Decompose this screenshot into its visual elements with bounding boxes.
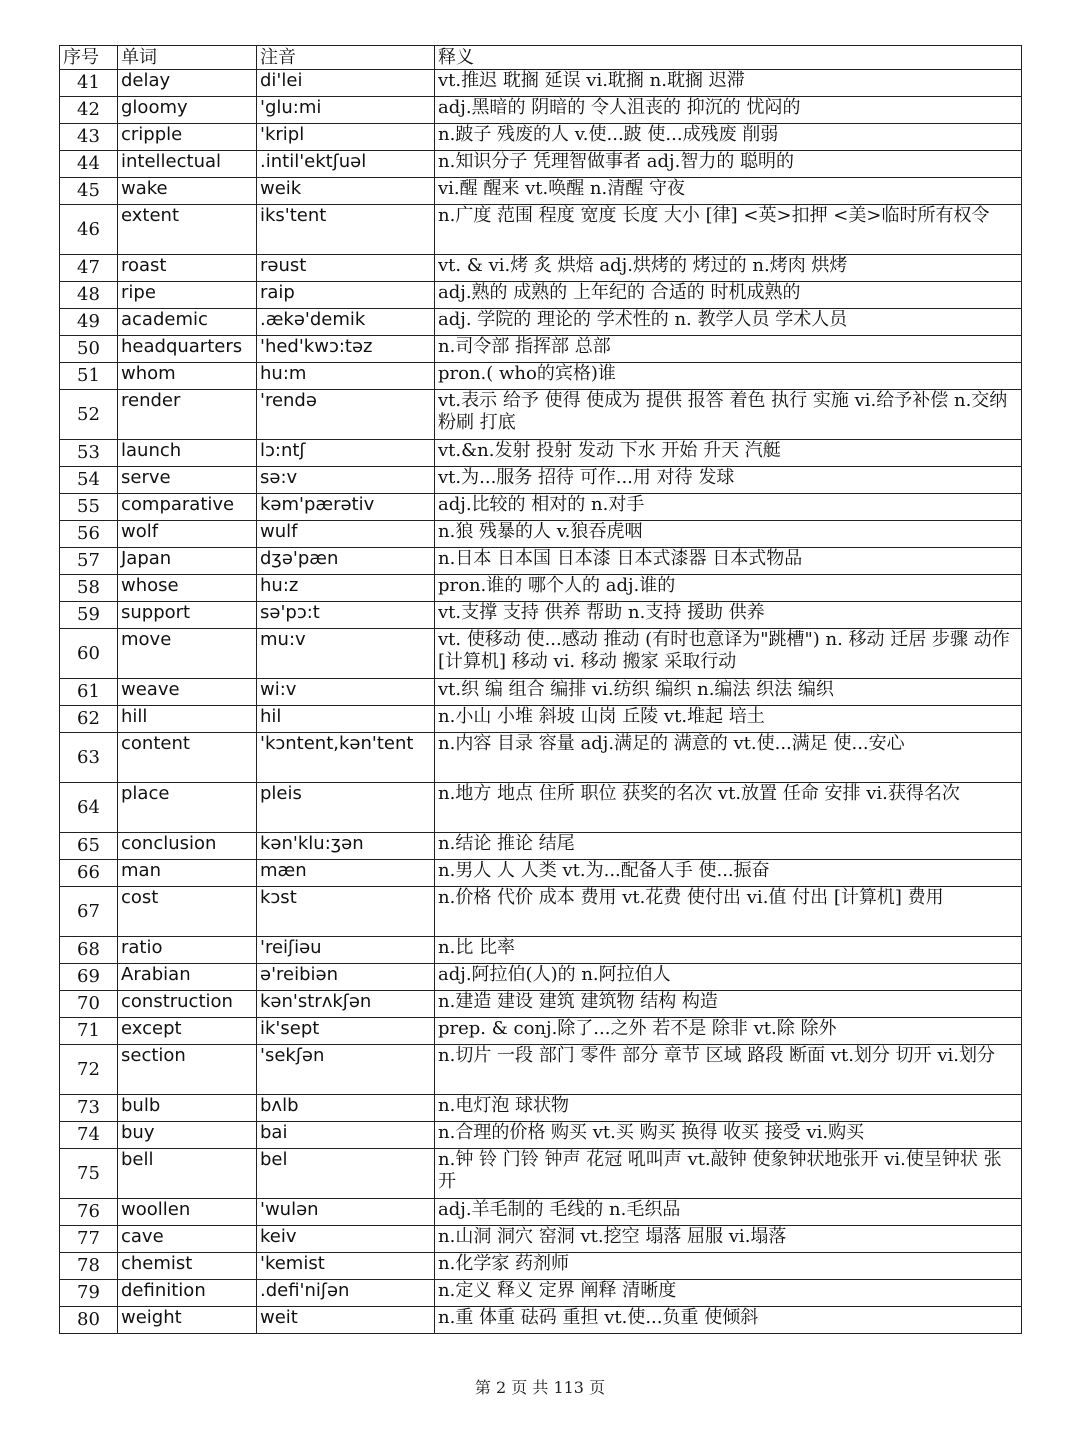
table-row — [60, 1095, 1022, 1122]
header-definition: 释义 — [435, 46, 1022, 70]
row-number: 51 — [60, 363, 118, 390]
table-row — [60, 833, 1022, 860]
row-definition: n.内容 目录 容量 adj.满足的 满意的 vt.使...满足 使...安心 — [435, 733, 1022, 783]
row-word: cripple — [118, 124, 257, 151]
row-definition: n.地方 地点 住所 职位 获奖的名次 vt.放置 任命 安排 vi.获得名次 — [435, 783, 1022, 833]
row-definition: n.建造 建设 建筑 建筑物 结构 构造 — [435, 991, 1022, 1018]
row-phonetic: mæn — [257, 860, 435, 887]
row-phonetic: bel — [257, 1149, 435, 1199]
row-phonetic: 'rendə — [257, 390, 435, 440]
row-number: 64 — [60, 783, 118, 833]
row-number: 45 — [60, 178, 118, 205]
row-definition: n.合理的价格 购买 vt.买 购买 换得 收买 接受 vi.购买 — [435, 1122, 1022, 1149]
row-word: ratio — [118, 937, 257, 964]
row-definition: n.钟 铃 门铃 钟声 花冠 吼叫声 vt.敲钟 使象钟状地张开 vi.使呈钟状 张开 — [435, 1149, 1022, 1199]
row-word: wake — [118, 178, 257, 205]
row-phonetic: wi:v — [257, 679, 435, 706]
row-definition: vt. & vi.烤 炙 烘焙 adj.烘烤的 烤过的 n.烤肉 烘烤 — [435, 255, 1022, 282]
row-definition: n.狼 残暴的人 v.狼吞虎咽 — [435, 521, 1022, 548]
table-row — [60, 494, 1022, 521]
table-row — [60, 733, 1022, 783]
row-number: 66 — [60, 860, 118, 887]
table-row — [60, 255, 1022, 282]
table-row — [60, 70, 1022, 97]
row-number: 63 — [60, 733, 118, 783]
page-footer: 第 2 页 共 113 页 — [474, 1378, 606, 1397]
row-phonetic: weik — [257, 178, 435, 205]
header-num: 序号 — [60, 46, 118, 70]
table-row — [60, 1149, 1022, 1199]
row-definition: n.价格 代价 成本 费用 vt.花费 使付出 vi.值 付出 [计算机] 费用 — [435, 887, 1022, 937]
row-phonetic: keiv — [257, 1226, 435, 1253]
table-row — [60, 1253, 1022, 1280]
row-word: definition — [118, 1280, 257, 1307]
row-definition: prep. & conj.除了...之外 若不是 除非 vt.除 除外 — [435, 1018, 1022, 1045]
row-definition: adj.羊毛制的 毛线的 n.毛织品 — [435, 1199, 1022, 1226]
row-number: 77 — [60, 1226, 118, 1253]
row-number: 44 — [60, 151, 118, 178]
row-word: weight — [118, 1307, 257, 1334]
row-number: 74 — [60, 1122, 118, 1149]
row-number: 57 — [60, 548, 118, 575]
row-word: extent — [118, 205, 257, 255]
table-row — [60, 390, 1022, 440]
row-number: 42 — [60, 97, 118, 124]
row-phonetic: iks'tent — [257, 205, 435, 255]
row-number: 41 — [60, 70, 118, 97]
row-definition: adj.熟的 成熟的 上年纪的 合适的 时机成熟的 — [435, 282, 1022, 309]
row-word: except — [118, 1018, 257, 1045]
table-row — [60, 548, 1022, 575]
row-definition: vt.表示 给予 使得 使成为 提供 报答 着色 执行 实施 vi.给予补偿 n.交纳 粉刷 打底 — [435, 390, 1022, 440]
row-phonetic: ik'sept — [257, 1018, 435, 1045]
table-row — [60, 309, 1022, 336]
row-phonetic: .intil'ektʃuəl — [257, 151, 435, 178]
row-word: move — [118, 629, 257, 679]
row-number: 43 — [60, 124, 118, 151]
row-number: 71 — [60, 1018, 118, 1045]
row-phonetic: hu:z — [257, 575, 435, 602]
table-row — [60, 178, 1022, 205]
table-row — [60, 1280, 1022, 1307]
row-word: whose — [118, 575, 257, 602]
row-phonetic: 'reiʃiəu — [257, 937, 435, 964]
vocabulary-table — [59, 45, 1022, 1334]
row-number: 73 — [60, 1095, 118, 1122]
row-definition: adj.黑暗的 阴暗的 令人沮丧的 抑沉的 忧闷的 — [435, 97, 1022, 124]
row-phonetic: kən'strʌkʃən — [257, 991, 435, 1018]
table-row — [60, 937, 1022, 964]
row-definition: n.跛子 残废的人 v.使...跛 使...成残废 削弱 — [435, 124, 1022, 151]
row-word: whom — [118, 363, 257, 390]
row-phonetic: bʌlb — [257, 1095, 435, 1122]
row-definition: n.山洞 洞穴 窑洞 vt.挖空 塌落 屈服 vi.塌落 — [435, 1226, 1022, 1253]
row-definition: vt.支撑 支持 供养 帮助 n.支持 援助 供养 — [435, 602, 1022, 629]
row-number: 79 — [60, 1280, 118, 1307]
row-number: 60 — [60, 629, 118, 679]
row-phonetic: .ækə'demik — [257, 309, 435, 336]
row-phonetic: di'lei — [257, 70, 435, 97]
row-word: hill — [118, 706, 257, 733]
table-row — [60, 860, 1022, 887]
row-definition: n.男人 人 人类 vt.为...配备人手 使...振奋 — [435, 860, 1022, 887]
row-phonetic: kɔst — [257, 887, 435, 937]
row-definition: vi.醒 醒来 vt.唤醒 n.清醒 守夜 — [435, 178, 1022, 205]
table-row — [60, 1307, 1022, 1334]
row-phonetic: hil — [257, 706, 435, 733]
table-row — [60, 629, 1022, 679]
row-number: 46 — [60, 205, 118, 255]
row-number: 50 — [60, 336, 118, 363]
row-number: 76 — [60, 1199, 118, 1226]
table-row — [60, 1226, 1022, 1253]
row-word: ripe — [118, 282, 257, 309]
row-word: launch — [118, 440, 257, 467]
row-phonetic: 'kɔntent,kən'tent — [257, 733, 435, 783]
row-number: 62 — [60, 706, 118, 733]
row-definition: n.日本 日本国 日本漆 日本式漆器 日本式物品 — [435, 548, 1022, 575]
row-definition: n.知识分子 凭理智做事者 adj.智力的 聪明的 — [435, 151, 1022, 178]
row-phonetic: .defi'niʃən — [257, 1280, 435, 1307]
row-word: cave — [118, 1226, 257, 1253]
row-phonetic: 'wulən — [257, 1199, 435, 1226]
row-phonetic: ə'reibiən — [257, 964, 435, 991]
row-phonetic: mu:v — [257, 629, 435, 679]
row-phonetic: pleis — [257, 783, 435, 833]
row-word: construction — [118, 991, 257, 1018]
row-definition: n.结论 推论 结尾 — [435, 833, 1022, 860]
row-word: place — [118, 783, 257, 833]
row-phonetic: sə'pɔ:t — [257, 602, 435, 629]
row-word: comparative — [118, 494, 257, 521]
table-row — [60, 521, 1022, 548]
row-word: academic — [118, 309, 257, 336]
row-definition: n.电灯泡 球状物 — [435, 1095, 1022, 1122]
table-row — [60, 783, 1022, 833]
row-definition: n.切片 一段 部门 零件 部分 章节 区域 路段 断面 vt.划分 切开 vi.划分 — [435, 1045, 1022, 1095]
row-word: delay — [118, 70, 257, 97]
header-phonetic: 注音 — [257, 46, 435, 70]
row-word: intellectual — [118, 151, 257, 178]
row-phonetic: 'sekʃən — [257, 1045, 435, 1095]
table-row — [60, 124, 1022, 151]
table-header-row — [60, 46, 1022, 70]
row-number: 48 — [60, 282, 118, 309]
row-word: Arabian — [118, 964, 257, 991]
row-number: 58 — [60, 575, 118, 602]
row-definition: adj.比较的 相对的 n.对手 — [435, 494, 1022, 521]
row-word: wolf — [118, 521, 257, 548]
table-row — [60, 205, 1022, 255]
row-number: 47 — [60, 255, 118, 282]
row-word: chemist — [118, 1253, 257, 1280]
row-word: gloomy — [118, 97, 257, 124]
row-number: 61 — [60, 679, 118, 706]
row-number: 52 — [60, 390, 118, 440]
row-word: bulb — [118, 1095, 257, 1122]
table-row — [60, 1018, 1022, 1045]
row-definition: n.司令部 指挥部 总部 — [435, 336, 1022, 363]
row-phonetic: sə:v — [257, 467, 435, 494]
table-row — [60, 440, 1022, 467]
row-definition: n.重 体重 砝码 重担 vt.使...负重 使倾斜 — [435, 1307, 1022, 1334]
row-number: 53 — [60, 440, 118, 467]
table-row — [60, 602, 1022, 629]
row-phonetic: 'kripl — [257, 124, 435, 151]
row-phonetic: 'glu:mi — [257, 97, 435, 124]
table-body — [60, 70, 1022, 1334]
row-definition: vt.织 编 组合 编排 vi.纺织 编织 n.编法 织法 编织 — [435, 679, 1022, 706]
row-number: 78 — [60, 1253, 118, 1280]
row-phonetic: bai — [257, 1122, 435, 1149]
table-row — [60, 991, 1022, 1018]
row-word: roast — [118, 255, 257, 282]
row-definition: n.化学家 药剂师 — [435, 1253, 1022, 1280]
row-phonetic: rəust — [257, 255, 435, 282]
row-phonetic: weit — [257, 1307, 435, 1334]
table-row — [60, 1045, 1022, 1095]
row-phonetic: wulf — [257, 521, 435, 548]
row-word: buy — [118, 1122, 257, 1149]
row-number: 59 — [60, 602, 118, 629]
row-phonetic: dʒə'pæn — [257, 548, 435, 575]
row-definition: vt.&n.发射 投射 发动 下水 开始 升天 汽艇 — [435, 440, 1022, 467]
row-phonetic: raip — [257, 282, 435, 309]
row-word: man — [118, 860, 257, 887]
row-number: 69 — [60, 964, 118, 991]
row-definition: vt.推迟 耽搁 延误 vi.耽搁 n.耽搁 迟滞 — [435, 70, 1022, 97]
row-definition: adj.阿拉伯(人)的 n.阿拉伯人 — [435, 964, 1022, 991]
row-number: 80 — [60, 1307, 118, 1334]
row-word: support — [118, 602, 257, 629]
row-word: serve — [118, 467, 257, 494]
table-row — [60, 282, 1022, 309]
row-definition: vt.为...服务 招待 可作...用 对待 发球 — [435, 467, 1022, 494]
row-number: 54 — [60, 467, 118, 494]
row-number: 75 — [60, 1149, 118, 1199]
table-row — [60, 964, 1022, 991]
row-word: render — [118, 390, 257, 440]
table-row — [60, 363, 1022, 390]
row-definition: pron.( who的宾格)谁 — [435, 363, 1022, 390]
row-phonetic: 'kemist — [257, 1253, 435, 1280]
row-number: 56 — [60, 521, 118, 548]
row-word: cost — [118, 887, 257, 937]
row-word: headquarters — [118, 336, 257, 363]
row-number: 67 — [60, 887, 118, 937]
row-definition: n.定义 释义 定界 阐释 清晰度 — [435, 1280, 1022, 1307]
row-number: 55 — [60, 494, 118, 521]
row-phonetic: lɔ:ntʃ — [257, 440, 435, 467]
row-definition: n.广度 范围 程度 宽度 长度 大小 [律] <英>扣押 <美>临时所有权令 — [435, 205, 1022, 255]
row-number: 65 — [60, 833, 118, 860]
row-word: content — [118, 733, 257, 783]
row-word: weave — [118, 679, 257, 706]
row-word: section — [118, 1045, 257, 1095]
table-row — [60, 336, 1022, 363]
row-definition: adj. 学院的 理论的 学术性的 n. 教学人员 学术人员 — [435, 309, 1022, 336]
table-row — [60, 1199, 1022, 1226]
header-word: 单词 — [118, 46, 257, 70]
row-phonetic: 'hed'kwɔ:təz — [257, 336, 435, 363]
row-definition: n.小山 小堆 斜坡 山岗 丘陵 vt.堆起 培土 — [435, 706, 1022, 733]
row-word: bell — [118, 1149, 257, 1199]
row-definition: n.比 比率 — [435, 937, 1022, 964]
row-number: 68 — [60, 937, 118, 964]
row-word: conclusion — [118, 833, 257, 860]
row-phonetic: kəm'pærətiv — [257, 494, 435, 521]
table-row — [60, 151, 1022, 178]
row-number: 70 — [60, 991, 118, 1018]
row-definition: vt. 使移动 使...感动 推动 (有时也意译为"跳槽") n. 移动 迁居 步骤 动作 [计算机] 移动 vi. 移动 搬家 采取行动 — [435, 629, 1022, 679]
row-word: Japan — [118, 548, 257, 575]
table-row — [60, 887, 1022, 937]
row-number: 72 — [60, 1045, 118, 1095]
table-row — [60, 467, 1022, 494]
table-row — [60, 679, 1022, 706]
row-number: 49 — [60, 309, 118, 336]
row-phonetic: hu:m — [257, 363, 435, 390]
table-row — [60, 575, 1022, 602]
table-row — [60, 1122, 1022, 1149]
row-phonetic: kən'klu:ʒən — [257, 833, 435, 860]
row-word: woollen — [118, 1199, 257, 1226]
row-definition: pron.谁的 哪个人的 adj.谁的 — [435, 575, 1022, 602]
table-row — [60, 706, 1022, 733]
table-row — [60, 97, 1022, 124]
